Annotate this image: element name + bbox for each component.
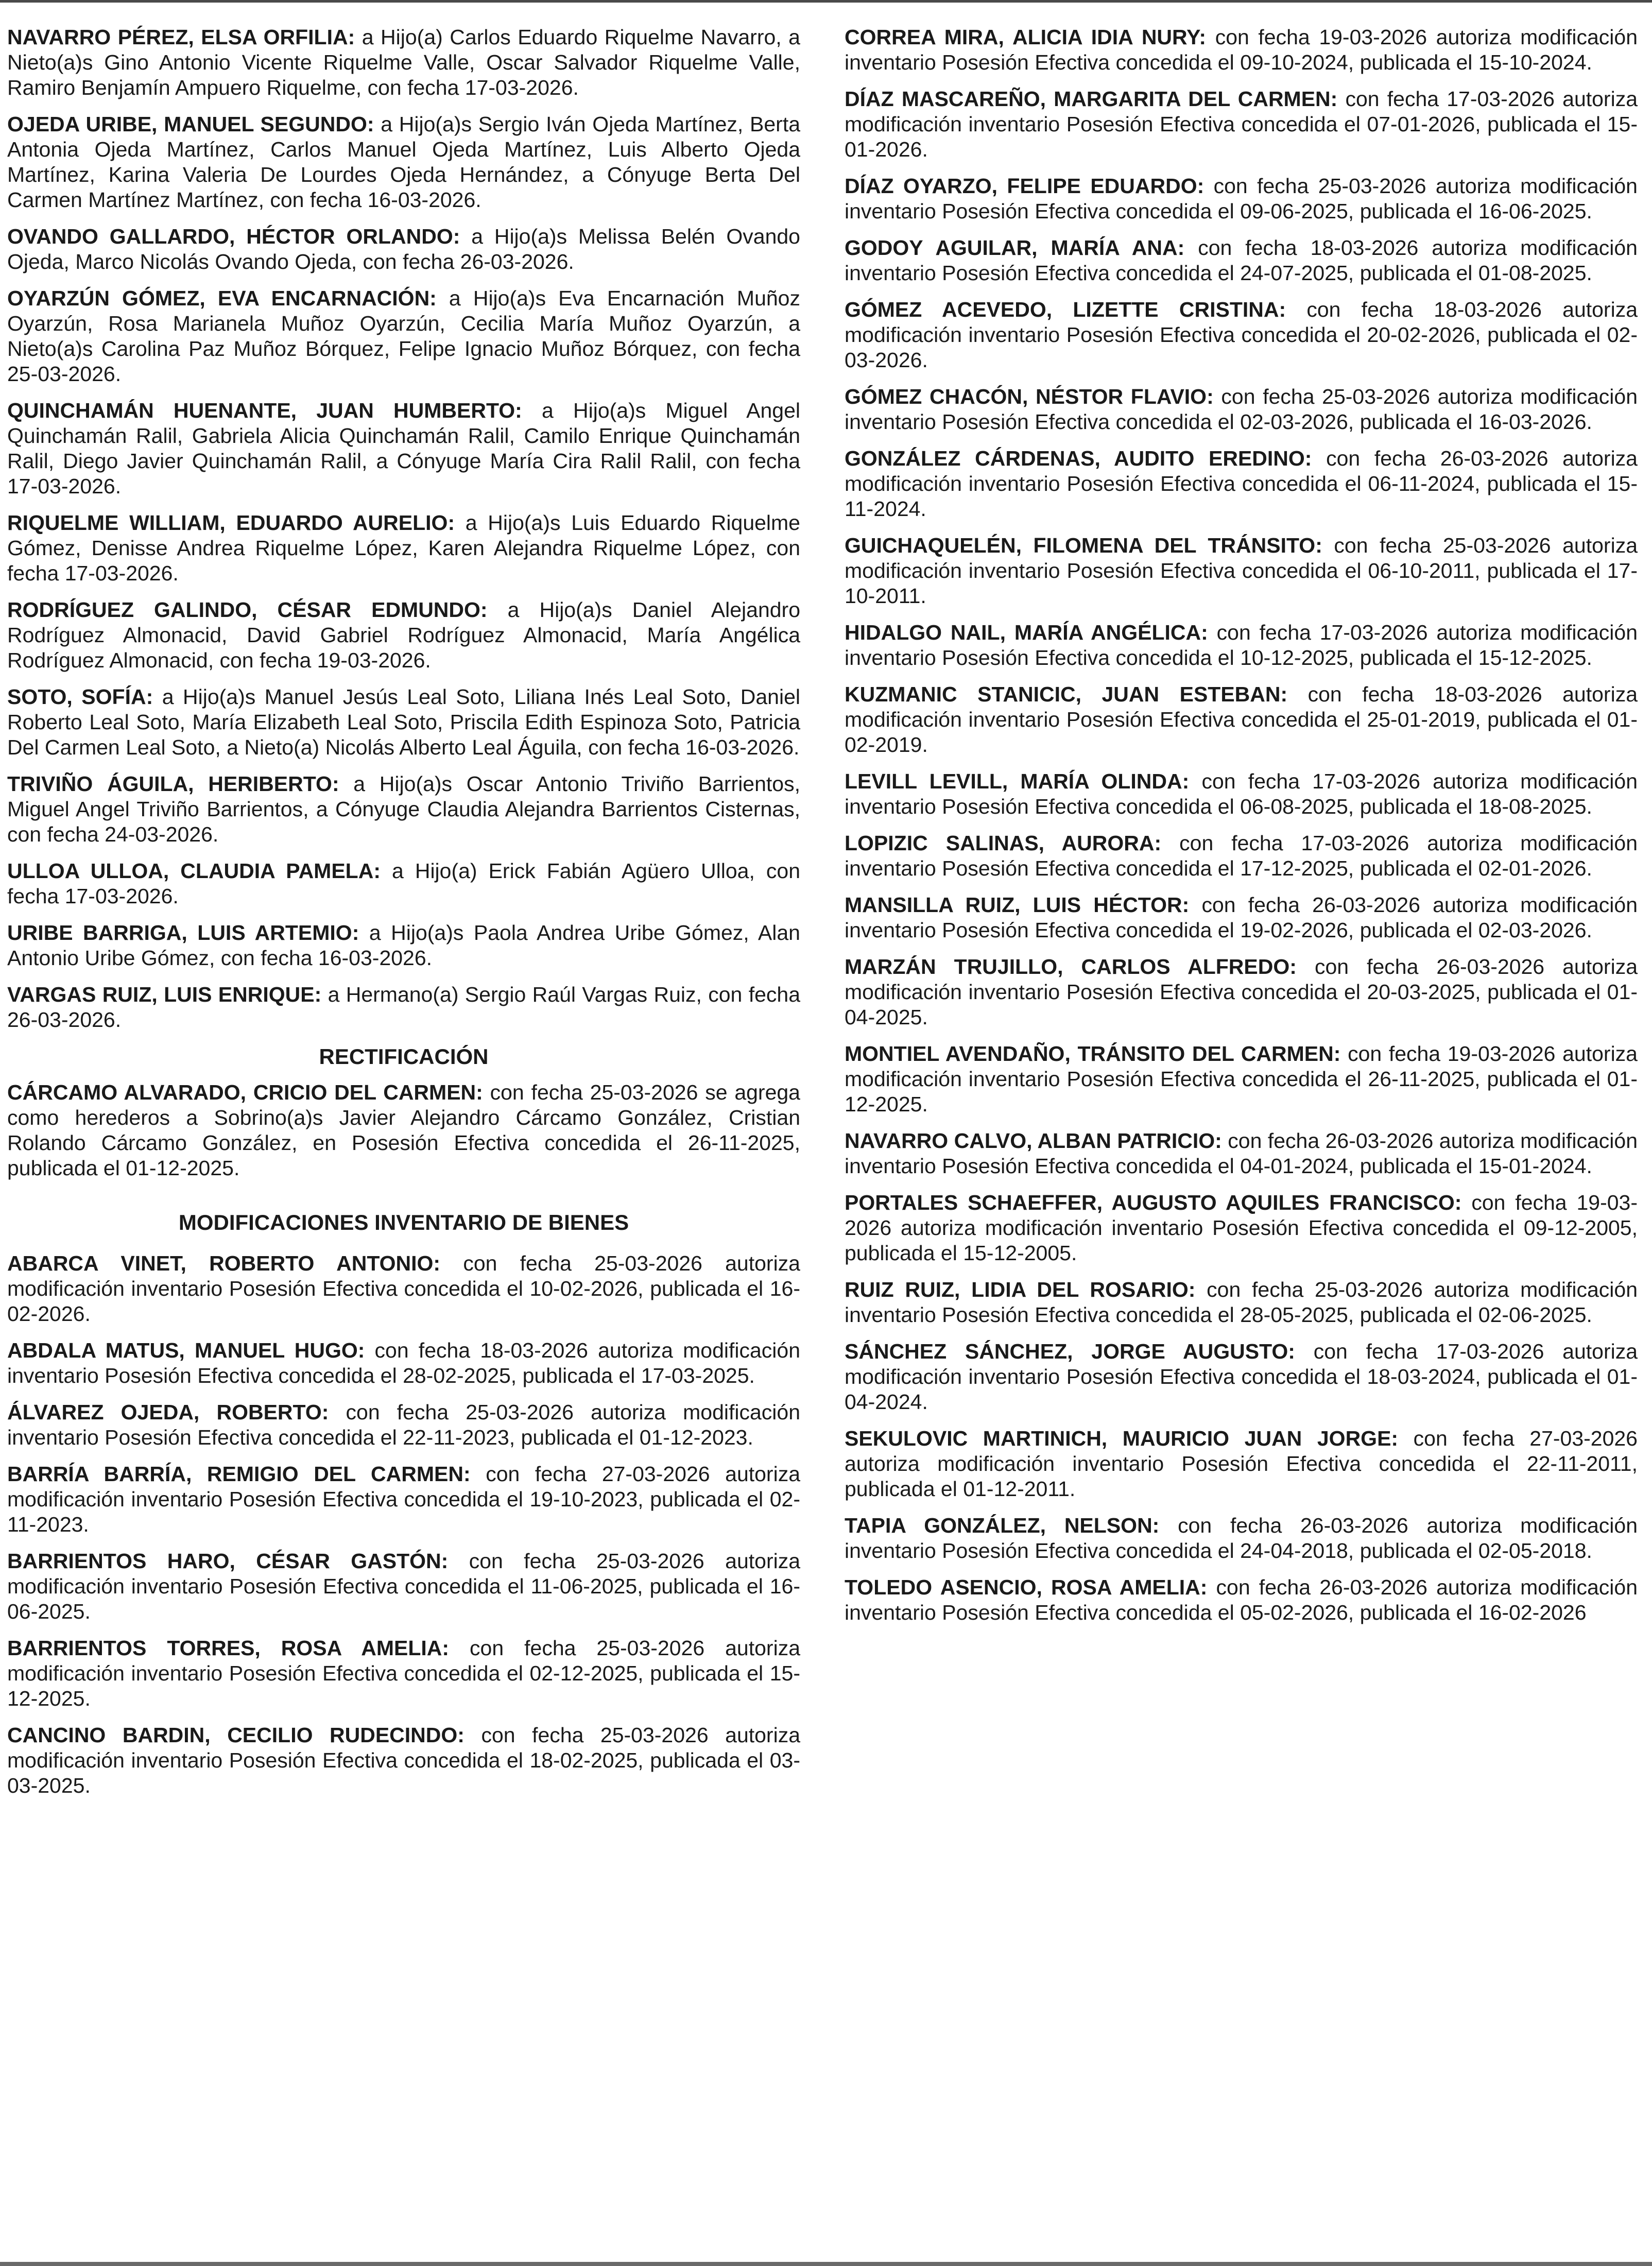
entry-text: con fecha 26-03-2026 autoriza modificación inventario Posesión Efectiva concedida el 20-03-2025, publicada el 01-04-2025.: [845, 955, 1638, 1029]
modificacion-entry: [845, 831, 1638, 881]
entry-name: ULLOA ULLOA, CLAUDIA PAMELA:: [7, 859, 381, 883]
modificacion-entry: [845, 892, 1638, 943]
entry-name: SÁNCHEZ SÁNCHEZ, JORGE AUGUSTO:: [845, 1340, 1295, 1363]
entry-text: con fecha 19-03-2026 autoriza modificación inventario Posesión Efectiva concedida el 09-12-2005, publicada el 15-12-2005.: [845, 1191, 1638, 1265]
rectificacion-title: RECTIFICACIÓN: [319, 1044, 489, 1069]
entry-name: TRIVIÑO ÁGUILA, HERIBERTO:: [7, 772, 339, 796]
entry-name: DÍAZ OYARZO, FELIPE EDUARDO:: [845, 174, 1204, 198]
entry-text: con fecha 18-03-2026 autoriza modificación inventario Posesión Efectiva concedida el 24-07-2025, publicada el 01-08-2025.: [845, 236, 1638, 285]
modificacion-entry: [845, 1041, 1638, 1117]
modificacion-entry: [845, 1190, 1638, 1266]
entry-name: HIDALGO NAIL, MARÍA ANGÉLICA:: [845, 621, 1208, 644]
entry-text: con fecha 25-03-2026 se agrega como herederos a Sobrino(a)s Javier Alejandro Cárcamo González, Cristian Rolando Cárcamo González, en Posesión Efectiva concedida el 26-11-2025, publicada el 01-12-2025.: [7, 1080, 800, 1180]
entry-name: RIQUELME WILLIAM, EDUARDO AURELIO:: [7, 511, 455, 535]
entry-text: con fecha 25-03-2026 autoriza modificación inventario Posesión Efectiva concedida el 02-12-2025, publicada el 15-12-2025.: [7, 1636, 800, 1710]
entry-text: con fecha 17-03-2026 autoriza modificación inventario Posesión Efectiva concedida el 07-01-2026, publicada el 15-01-2026.: [845, 87, 1638, 161]
entry-text: a Hijo(a)s Melissa Belén Ovando Ojeda, Marco Nicolás Ovando Ojeda, con fecha 26-03-2026.: [7, 225, 800, 273]
entry-name: TAPIA GONZÁLEZ, NELSON:: [845, 1514, 1160, 1537]
modificacion-entry: [7, 1251, 800, 1327]
modificacion-entry: [7, 1462, 800, 1537]
entry-text: con fecha 25-03-2026 autoriza modificación inventario Posesión Efectiva concedida el 18-02-2025, publicada el 03-03-2025.: [7, 1723, 801, 1797]
entry-text: con fecha 19-03-2026 autoriza modificación inventario Posesión Efectiva concedida el 09-10-2024, publicada el 15-10-2024.: [845, 25, 1638, 74]
entry-text: a Hermano(a) Sergio Raúl Vargas Ruiz, con fecha 26-03-2026.: [7, 983, 800, 1032]
entry-text: con fecha 27-03-2026 autoriza modificación inventario Posesión Efectiva concedida el 22-11-2011, publicada el 01-12-2011.: [845, 1427, 1638, 1501]
modificacion-entry: [845, 297, 1638, 373]
entry-name: TOLEDO ASENCIO, ROSA AMELIA:: [845, 1575, 1208, 1599]
modificacion-entry: [845, 384, 1638, 435]
entry-name: ABDALA MATUS, MANUEL HUGO:: [7, 1338, 365, 1362]
entry-text: con fecha 25-03-2026 autoriza modificación inventario Posesión Efectiva concedida el 02-03-2026, publicada el 16-03-2026.: [845, 385, 1638, 434]
modificaciones-title: MODIFICACIONES INVENTARIO DE BIENES: [178, 1210, 629, 1234]
entry-name: MARZÁN TRUJILLO, CARLOS ALFREDO:: [845, 955, 1297, 978]
right-column: [845, 25, 1638, 1637]
entry-name: DÍAZ MASCAREÑO, MARGARITA DEL CARMEN:: [845, 87, 1338, 111]
entry-name: GÓMEZ ACEVEDO, LIZETTE CRISTINA:: [845, 298, 1286, 321]
entry-name: ABARCA VINET, ROBERTO ANTONIO:: [7, 1251, 441, 1275]
entry-text: con fecha 25-03-2026 autoriza modificación inventario Posesión Efectiva concedida el 06-10-2011, publicada el 17-10-2011.: [845, 534, 1638, 608]
entry-name: GÓMEZ CHACÓN, NÉSTOR FLAVIO:: [845, 385, 1214, 408]
modificacion-entry: [845, 1339, 1638, 1415]
entry-text: con fecha 18-03-2026 autoriza modificación inventario Posesión Efectiva concedida el 28-02-2025, publicada el 17-03-2025.: [7, 1338, 801, 1387]
entry-name: MANSILLA RUIZ, LUIS HÉCTOR:: [845, 893, 1190, 917]
entry-name: PORTALES SCHAEFFER, AUGUSTO AQUILES FRANCISCO:: [845, 1191, 1462, 1214]
rectificacion-entry: [7, 1080, 800, 1181]
entry-name: CANCINO BARDIN, CECILIO RUDECINDO:: [7, 1723, 464, 1747]
modificacion-entry: [7, 1723, 800, 1798]
entry-text: con fecha 25-03-2026 autoriza modificación inventario Posesión Efectiva concedida el 09-06-2025, publicada el 16-06-2025.: [845, 174, 1638, 223]
entry-text: a Hijo(a) Erick Fabián Agüero Ulloa, con fecha 17-03-2026.: [7, 859, 800, 908]
modificacion-entry: [845, 1426, 1638, 1502]
entry-text: con fecha 18-03-2026 autoriza modificación inventario Posesión Efectiva concedida el 20-02-2026, publicada el 02-03-2026.: [845, 298, 1638, 372]
entry-name: SEKULOVIC MARTINICH, MAURICIO JUAN JORGE:: [845, 1427, 1399, 1450]
entry-name: OYARZÚN GÓMEZ, EVA ENCARNACIÓN:: [7, 286, 437, 310]
entry-name: MONTIEL AVENDAÑO, TRÁNSITO DEL CARMEN:: [845, 1042, 1341, 1066]
entry-name: LEVILL LEVILL, MARÍA OLINDA:: [845, 769, 1190, 793]
entry-text: con fecha 17-03-2026 autoriza modificación inventario Posesión Efectiva concedida el 06-08-2025, publicada el 18-08-2025.: [845, 769, 1638, 818]
entry-text: a Hijo(a)s Oscar Antonio Triviño Barrientos, Miguel Angel Triviño Barrientos, a Cónyuge Claudia Alejandra Barrientos Cisternas, con fecha 24-03-2026.: [7, 772, 800, 846]
entry-name: GUICHAQUELÉN, FILOMENA DEL TRÁNSITO:: [845, 534, 1322, 557]
modificacion-entry: [7, 1400, 800, 1450]
rectificacion-list: [7, 1080, 800, 1181]
entry-text: con fecha 25-03-2026 autoriza modificación inventario Posesión Efectiva concedida el 28-05-2025, publicada el 02-06-2025.: [845, 1278, 1638, 1327]
herencia-entry: [7, 859, 800, 909]
entry-text: a Hijo(a) Carlos Eduardo Riquelme Navarro, a Nieto(a)s Gino Antonio Vicente Riquelme Valle, Oscar Salvador Riquelme Valle, Ramiro Benjamín Ampuero Riquelme, con fecha 17-03-2026.: [7, 25, 800, 99]
entry-name: OVANDO GALLARDO, HÉCTOR ORLANDO:: [7, 225, 460, 248]
modificacion-entry: [845, 25, 1638, 75]
entry-text: a Hijo(a)s Eva Encarnación Muñoz Oyarzún, Rosa Marianela Muñoz Oyarzún, Cecilia María Muñoz Oyarzún, a Nieto(a)s Carolina Paz Muñoz Bórquez, Felipe Ignacio Muñoz Bórquez, con fecha 25-03-2026.: [7, 286, 800, 386]
modificacion-entry: [845, 620, 1638, 671]
entry-text: a Hijo(a)s Sergio Iván Ojeda Martínez, Berta Antonia Ojeda Martínez, Carlos Manuel Ojeda Martínez, Luis Alberto Ojeda Martínez, Karina Valeria De Lourdes Ojeda Hernández, a Cónyuge Berta Del Carmen Martínez Martínez, con fecha 16-03-2026.: [7, 112, 801, 212]
modificacion-entry: [7, 1636, 800, 1711]
left-column: [7, 25, 800, 1810]
herencia-entry: [7, 25, 800, 100]
entry-name: RODRÍGUEZ GALINDO, CÉSAR EDMUNDO:: [7, 598, 488, 622]
modificacion-entry: [845, 1575, 1638, 1625]
entry-name: GONZÁLEZ CÁRDENAS, AUDITO EREDINO:: [845, 447, 1312, 470]
entry-text: con fecha 26-03-2026 autoriza modificación inventario Posesión Efectiva concedida el 04-01-2024, publicada el 15-01-2024.: [845, 1129, 1638, 1178]
modificaciones-list-right: [845, 25, 1638, 1625]
entry-text: con fecha 17-03-2026 autoriza modificación inventario Posesión Efectiva concedida el 18-03-2024, publicada el 01-04-2024.: [845, 1340, 1638, 1414]
herencia-entry: [7, 597, 800, 673]
entry-text: a Hijo(a)s Daniel Alejandro Rodríguez Almonacid, David Gabriel Rodríguez Almonacid, María Angélica Rodríguez Almonacid, con fecha 19-03-2026.: [7, 598, 800, 672]
entry-text: con fecha 17-03-2026 autoriza modificación inventario Posesión Efectiva concedida el 10-12-2025, publicada el 15-12-2025.: [845, 621, 1638, 670]
herencia-entry: [7, 920, 800, 971]
modificacion-entry: [845, 174, 1638, 224]
entry-text: con fecha 26-03-2026 autoriza modificación inventario Posesión Efectiva concedida el 05-02-2026, publicada el 16-02-2026: [845, 1575, 1638, 1624]
entry-text: con fecha 26-03-2026 autoriza modificación inventario Posesión Efectiva concedida el 24-04-2018, publicada el 02-05-2018.: [845, 1514, 1638, 1563]
entry-text: a Hijo(a)s Paola Andrea Uribe Gómez, Alan Antonio Uribe Gómez, con fecha 16-03-2026.: [7, 921, 800, 970]
entry-text: con fecha 17-03-2026 autoriza modificación inventario Posesión Efectiva concedida el 17-12-2025, publicada el 02-01-2026.: [845, 831, 1638, 880]
herencia-entry: [7, 684, 800, 760]
modificaciones-list-left: [7, 1251, 800, 1798]
entry-name: LOPIZIC SALINAS, AURORA:: [845, 831, 1162, 855]
entry-text: con fecha 18-03-2026 autoriza modificación inventario Posesión Efectiva concedida el 25-01-2019, publicada el 01-02-2019.: [845, 682, 1638, 757]
entry-name: NAVARRO CALVO, ALBAN PATRICIO:: [845, 1129, 1222, 1153]
herencia-entry: [7, 112, 800, 213]
entry-name: RUIZ RUIZ, LIDIA DEL ROSARIO:: [845, 1278, 1196, 1301]
modificacion-entry: [845, 1128, 1638, 1179]
entry-name: QUINCHAMÁN HUENANTE, JUAN HUMBERTO:: [7, 399, 522, 422]
entry-text: a Hijo(a)s Luis Eduardo Riquelme Gómez, Denisse Andrea Riquelme López, Karen Alejandra Riquelme López, con fecha 17-03-2026.: [7, 511, 800, 585]
entry-name: SOTO, SOFÍA:: [7, 685, 153, 709]
entry-name: BARRIENTOS HARO, CÉSAR GASTÓN:: [7, 1549, 449, 1573]
herencia-entry: [7, 771, 800, 847]
herencia-entry: [7, 286, 800, 387]
entry-name: GODOY AGUILAR, MARÍA ANA:: [845, 236, 1185, 260]
entry-name: NAVARRO PÉREZ, ELSA ORFILIA:: [7, 25, 355, 49]
entry-name: CÁRCAMO ALVARADO, CRICIO DEL CARMEN:: [7, 1080, 483, 1104]
herencia-entry: [7, 224, 800, 274]
entry-text: con fecha 19-03-2026 autoriza modificación inventario Posesión Efectiva concedida el 26-11-2025, publicada el 01-12-2025.: [845, 1042, 1638, 1116]
entry-name: URIBE BARRIGA, LUIS ARTEMIO:: [7, 921, 359, 945]
modificacion-entry: [845, 87, 1638, 162]
entry-text: con fecha 25-03-2026 autoriza modificación inventario Posesión Efectiva concedida el 22-11-2023, publicada el 01-12-2023.: [7, 1400, 801, 1449]
entry-name: BARRIENTOS TORRES, ROSA AMELIA:: [7, 1636, 450, 1660]
entry-name: BARRÍA BARRÍA, REMIGIO DEL CARMEN:: [7, 1462, 471, 1486]
modificacion-entry: [845, 235, 1638, 286]
modificacion-entry: [845, 1277, 1638, 1328]
modificacion-entry: [845, 1513, 1638, 1564]
entry-text: a Hijo(a)s Manuel Jesús Leal Soto, Liliana Inés Leal Soto, Daniel Roberto Leal Soto, María Elizabeth Leal Soto, Priscila Edith Espinoza Soto, Patricia Del Carmen Leal Soto, a Nieto(a) Nicolás Alberto Leal Águila, con fecha 16-03-2026.: [7, 685, 800, 759]
herencia-entry: [7, 982, 800, 1033]
modificacion-entry: [7, 1549, 800, 1624]
entry-text: con fecha 27-03-2026 autoriza modificación inventario Posesión Efectiva concedida el 19-10-2023, publicada el 02-11-2023.: [7, 1462, 800, 1536]
entry-text: con fecha 26-03-2026 autoriza modificación inventario Posesión Efectiva concedida el 06-11-2024, publicada el 15-11-2024.: [845, 447, 1638, 521]
entry-text: con fecha 25-03-2026 autoriza modificación inventario Posesión Efectiva concedida el 10-02-2026, publicada el 16-02-2026.: [7, 1251, 800, 1326]
page-bottom-border: [0, 2262, 1652, 2266]
page-top-border: [0, 0, 1652, 3]
modificacion-entry: [845, 682, 1638, 758]
herencias-list: [7, 25, 800, 1033]
entry-name: CORREA MIRA, ALICIA IDIA NURY:: [845, 25, 1207, 49]
herencia-entry: [7, 398, 800, 499]
entry-name: KUZMANIC STANICIC, JUAN ESTEBAN:: [845, 682, 1288, 706]
herencia-entry: [7, 510, 800, 586]
modificacion-entry: [845, 446, 1638, 522]
modificacion-entry: [845, 769, 1638, 819]
modificacion-entry: [845, 954, 1638, 1030]
modificacion-entry: [7, 1338, 800, 1388]
entry-name: VARGAS RUIZ, LUIS ENRIQUE:: [7, 983, 322, 1006]
entry-text: con fecha 25-03-2026 autoriza modificación inventario Posesión Efectiva concedida el 11-06-2025, publicada el 16-06-2025.: [7, 1549, 801, 1623]
entry-text: a Hijo(a)s Miguel Angel Quinchamán Ralil, Gabriela Alicia Quinchamán Ralil, Camilo Enrique Quinchamán Ralil, Diego Javier Quinchamán Ralil, a Cónyuge María Cira Ralil Ralil, con fecha 17-03-2026.: [7, 399, 800, 498]
modificacion-entry: [845, 533, 1638, 609]
entry-name: OJEDA URIBE, MANUEL SEGUNDO:: [7, 112, 374, 136]
entry-text: con fecha 26-03-2026 autoriza modificación inventario Posesión Efectiva concedida el 19-02-2026, publicada el 02-03-2026.: [845, 893, 1638, 942]
entry-name: ÁLVAREZ OJEDA, ROBERTO:: [7, 1400, 329, 1424]
